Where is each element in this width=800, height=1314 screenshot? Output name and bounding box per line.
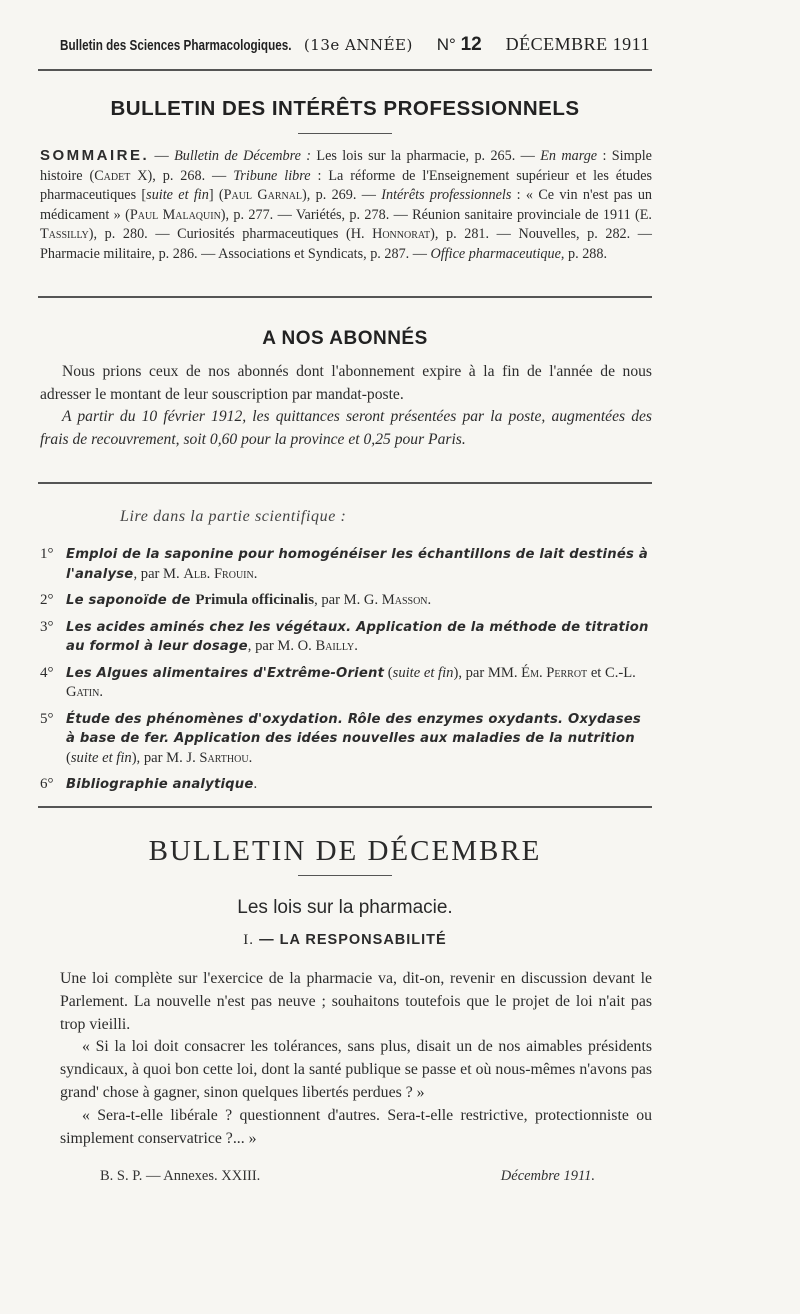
sommaire-rule <box>38 296 652 298</box>
article-paragraph-3: « Sera-t-elle libérale ? questionnent d'autres. Sera-t-elle restrictive, protectionniste ou simplement conservatrice ?... » <box>60 1106 652 1147</box>
contents-item <box>40 591 652 611</box>
sommaire-segment: ), p. 277. — Variétés, p. 278. — Réunion sanitaire provinciale de 1911 (E. <box>220 206 652 223</box>
contents-item-text <box>66 710 652 769</box>
sommaire-segment: Bulletin de Décembre : <box>174 148 312 164</box>
article-paragraph-1: Une loi complète sur l'exercice de la pharmacie va, dit-on, revenir en discussion devant le Parlement. La nouvelle n'est pas neuve ; souhaitons toutefois que le projet de loi n'ait pas trop vieilli. <box>60 970 652 1033</box>
bulletin-title-underline <box>298 875 392 876</box>
responsabilite-heading <box>0 932 690 949</box>
sommaire-segment: Intérêts professionnels <box>381 187 512 204</box>
contents-item-segment: Emploi de la saponine pour homogénéiser les échantillons de lait destinés à l'analyse <box>66 547 648 582</box>
section-number: I. <box>243 932 255 948</box>
contents-item-segment: , par M. G. <box>314 592 382 608</box>
issue-number-label: N° <box>436 35 456 54</box>
contents-item-segment: ), par MM. <box>453 664 522 681</box>
contents-item-segment: Masson <box>381 592 428 608</box>
sommaire-segment: ), p. 268. — <box>147 167 234 184</box>
sommaire-segment: suite et fin <box>146 187 209 204</box>
contents-item <box>40 775 652 795</box>
abonnes-notice <box>40 361 652 451</box>
contents-item-segment: . <box>253 565 258 582</box>
contents-item <box>40 545 652 584</box>
sommaire-segment: Tribune libre <box>233 167 311 184</box>
page-footer <box>100 1168 595 1185</box>
running-head <box>60 34 650 56</box>
sommaire-segment: : Simple histoire ( <box>40 148 652 184</box>
contents-item-segment: Gatin <box>66 684 100 700</box>
sommaire-segment: Office pharmaceutique <box>430 245 561 262</box>
contents-item <box>40 664 652 703</box>
contents-item-segment: . <box>427 592 432 608</box>
contents-item <box>40 710 652 769</box>
issue-number <box>437 34 482 56</box>
sommaire-segment: Paul Garnal <box>223 187 303 204</box>
contents-item-text <box>66 591 652 611</box>
sommaire-segment: ), p. 269. — <box>302 187 382 204</box>
contents-item-segment: , par M. O. <box>247 638 316 654</box>
title-underline <box>298 133 392 134</box>
contents-item-text <box>66 664 652 703</box>
issue-number-value: 12 <box>460 34 482 55</box>
contents-item-segment: ( <box>66 749 71 766</box>
contents-item-text <box>66 545 652 584</box>
bulletin-title: BULLETIN DE DÉCEMBRE <box>148 835 542 867</box>
contents-item-segment: . <box>248 749 253 766</box>
sommaire-segment: — <box>149 148 175 164</box>
contents-item-segment: ), par M. J. <box>131 749 200 766</box>
sommaire-label: SOMMAIRE. <box>40 147 150 164</box>
contents-item-segment: ( <box>384 664 393 681</box>
abonnes-paragraph-2: A partir du 10 février 1912, les quittances seront présentées par la poste, augmentées des frais de recouvrement, soit 0,60 pour la province et 0,25 pour Paris. <box>40 408 652 448</box>
sommaire-segment: : « Ce vin n'est pas un médicament » ( <box>40 187 653 223</box>
article-body <box>60 968 652 1150</box>
sommaire-segment: Cadet X <box>94 167 148 184</box>
contents-item-segment: Étude des phénomènes d'oxydation. Rôle des enzymes oxydants. Oxydases à base de fer. Application des idées nouvelles aux maladies de la nutrition <box>66 711 641 746</box>
sommaire-segment: ] ( <box>208 187 224 204</box>
contents-item-segment: . <box>354 638 358 654</box>
section-title: BULLETIN DES INTÉRÊTS PROFESSIONNELS <box>110 97 580 120</box>
contents-item-segment: Alb. Frouin <box>183 565 254 582</box>
contents-item-segment: et C.-L. <box>587 664 636 681</box>
sommaire-segment: , p. 288. <box>560 245 608 262</box>
contents-item-segment: Bailly <box>315 638 355 654</box>
contents-item-text <box>66 775 652 795</box>
contents-rule <box>38 806 652 808</box>
contents-item-number: 6° <box>40 776 54 792</box>
contents-item-number: 2° <box>40 592 54 608</box>
sommaire-segment: ), p. 280. — Curiosités pharmaceutiques (H. <box>88 226 373 243</box>
contents-item-segment: , par M. <box>133 565 184 582</box>
contents-item-number: 1° <box>40 546 54 562</box>
sommaire-segment: Honnorat <box>372 226 431 243</box>
issue-date: DÉCEMBRE 1911 <box>505 34 650 54</box>
contents-item-segment: Primula officinalis <box>195 592 315 608</box>
contents-item-segment: Sarthou <box>199 749 249 766</box>
sommaire <box>40 146 652 265</box>
contents-item-text <box>66 618 652 657</box>
contents-item-segment: Le saponoïde de <box>66 593 196 608</box>
sommaire-body <box>40 148 652 262</box>
footer-date: Décembre 1911. <box>500 1168 595 1184</box>
journal-title: Bulletin des Sciences Pharmacologiques. <box>60 37 292 54</box>
contents-item-segment: Bibliographie analytique <box>66 777 254 792</box>
contents-item <box>40 618 652 657</box>
lire-heading: Lire dans la partie scientifique : <box>120 508 347 525</box>
section-heading-text: — LA RESPONSABILITÉ <box>259 932 447 948</box>
article-paragraph-2: « Si la loi doit consacrer les tolérances, sans plus, disait un de nos aimables présidents syndicaux, à quoi bon cette loi, dont la santé publique se passe et où nous-mêmes n'avons pas grand' chose à gagner, sinon quelques libertés perdues ? » <box>60 1038 652 1101</box>
abonnes-paragraph-1: Nous prions ceux de nos abonnés dont l'abonnement expire à la fin de l'année de nous adresser le montant de leur souscription par mandat-poste. <box>40 363 652 403</box>
bulletin-subtitle: Les lois sur la pharmacie. <box>237 897 453 918</box>
sommaire-segment: Tassilly <box>40 226 89 243</box>
abonnes-title: A NOS ABONNÉS <box>262 328 428 349</box>
sommaire-segment: : La réforme de l'Enseignement supérieur et les études pharmaceutiques [ <box>40 167 653 204</box>
abonnes-rule <box>38 482 652 484</box>
contents-item-number: 3° <box>40 618 54 635</box>
sommaire-segment: Les lois sur la pharmacie, p. 265. — <box>311 148 541 164</box>
contents-item-segment: suite et fin <box>392 664 454 681</box>
contents-item-segment: suite et fin <box>70 749 132 766</box>
sommaire-segment: Paul Malaquin <box>129 206 221 223</box>
contents-item-number: 4° <box>40 664 54 681</box>
contents-item-segment: Ém. Perrot <box>521 664 588 681</box>
contents-item-number: 5° <box>40 710 54 727</box>
scientific-contents-list <box>40 545 652 802</box>
footer-signature: B. S. P. — Annexes. XXIII. <box>100 1168 261 1184</box>
contents-item-segment: Les acides aminés chez les végétaux. Application de la méthode de titration au formol à leur dosage <box>66 619 649 654</box>
sommaire-segment: En marge <box>540 148 598 164</box>
contents-item-segment: . <box>253 776 258 792</box>
header-rule <box>38 69 652 71</box>
contents-item-segment: Les Algues alimentaires d'Extrême-Orient <box>66 665 385 681</box>
sommaire-segment: ), p. 281. — Nouvelles, p. 282. — Pharmacie militaire, p. 286. — Associations et Syndicats, p. 287. — <box>40 226 652 262</box>
volume-year: (13e ANNÉE) <box>303 36 413 54</box>
contents-item-segment: . <box>99 684 103 700</box>
